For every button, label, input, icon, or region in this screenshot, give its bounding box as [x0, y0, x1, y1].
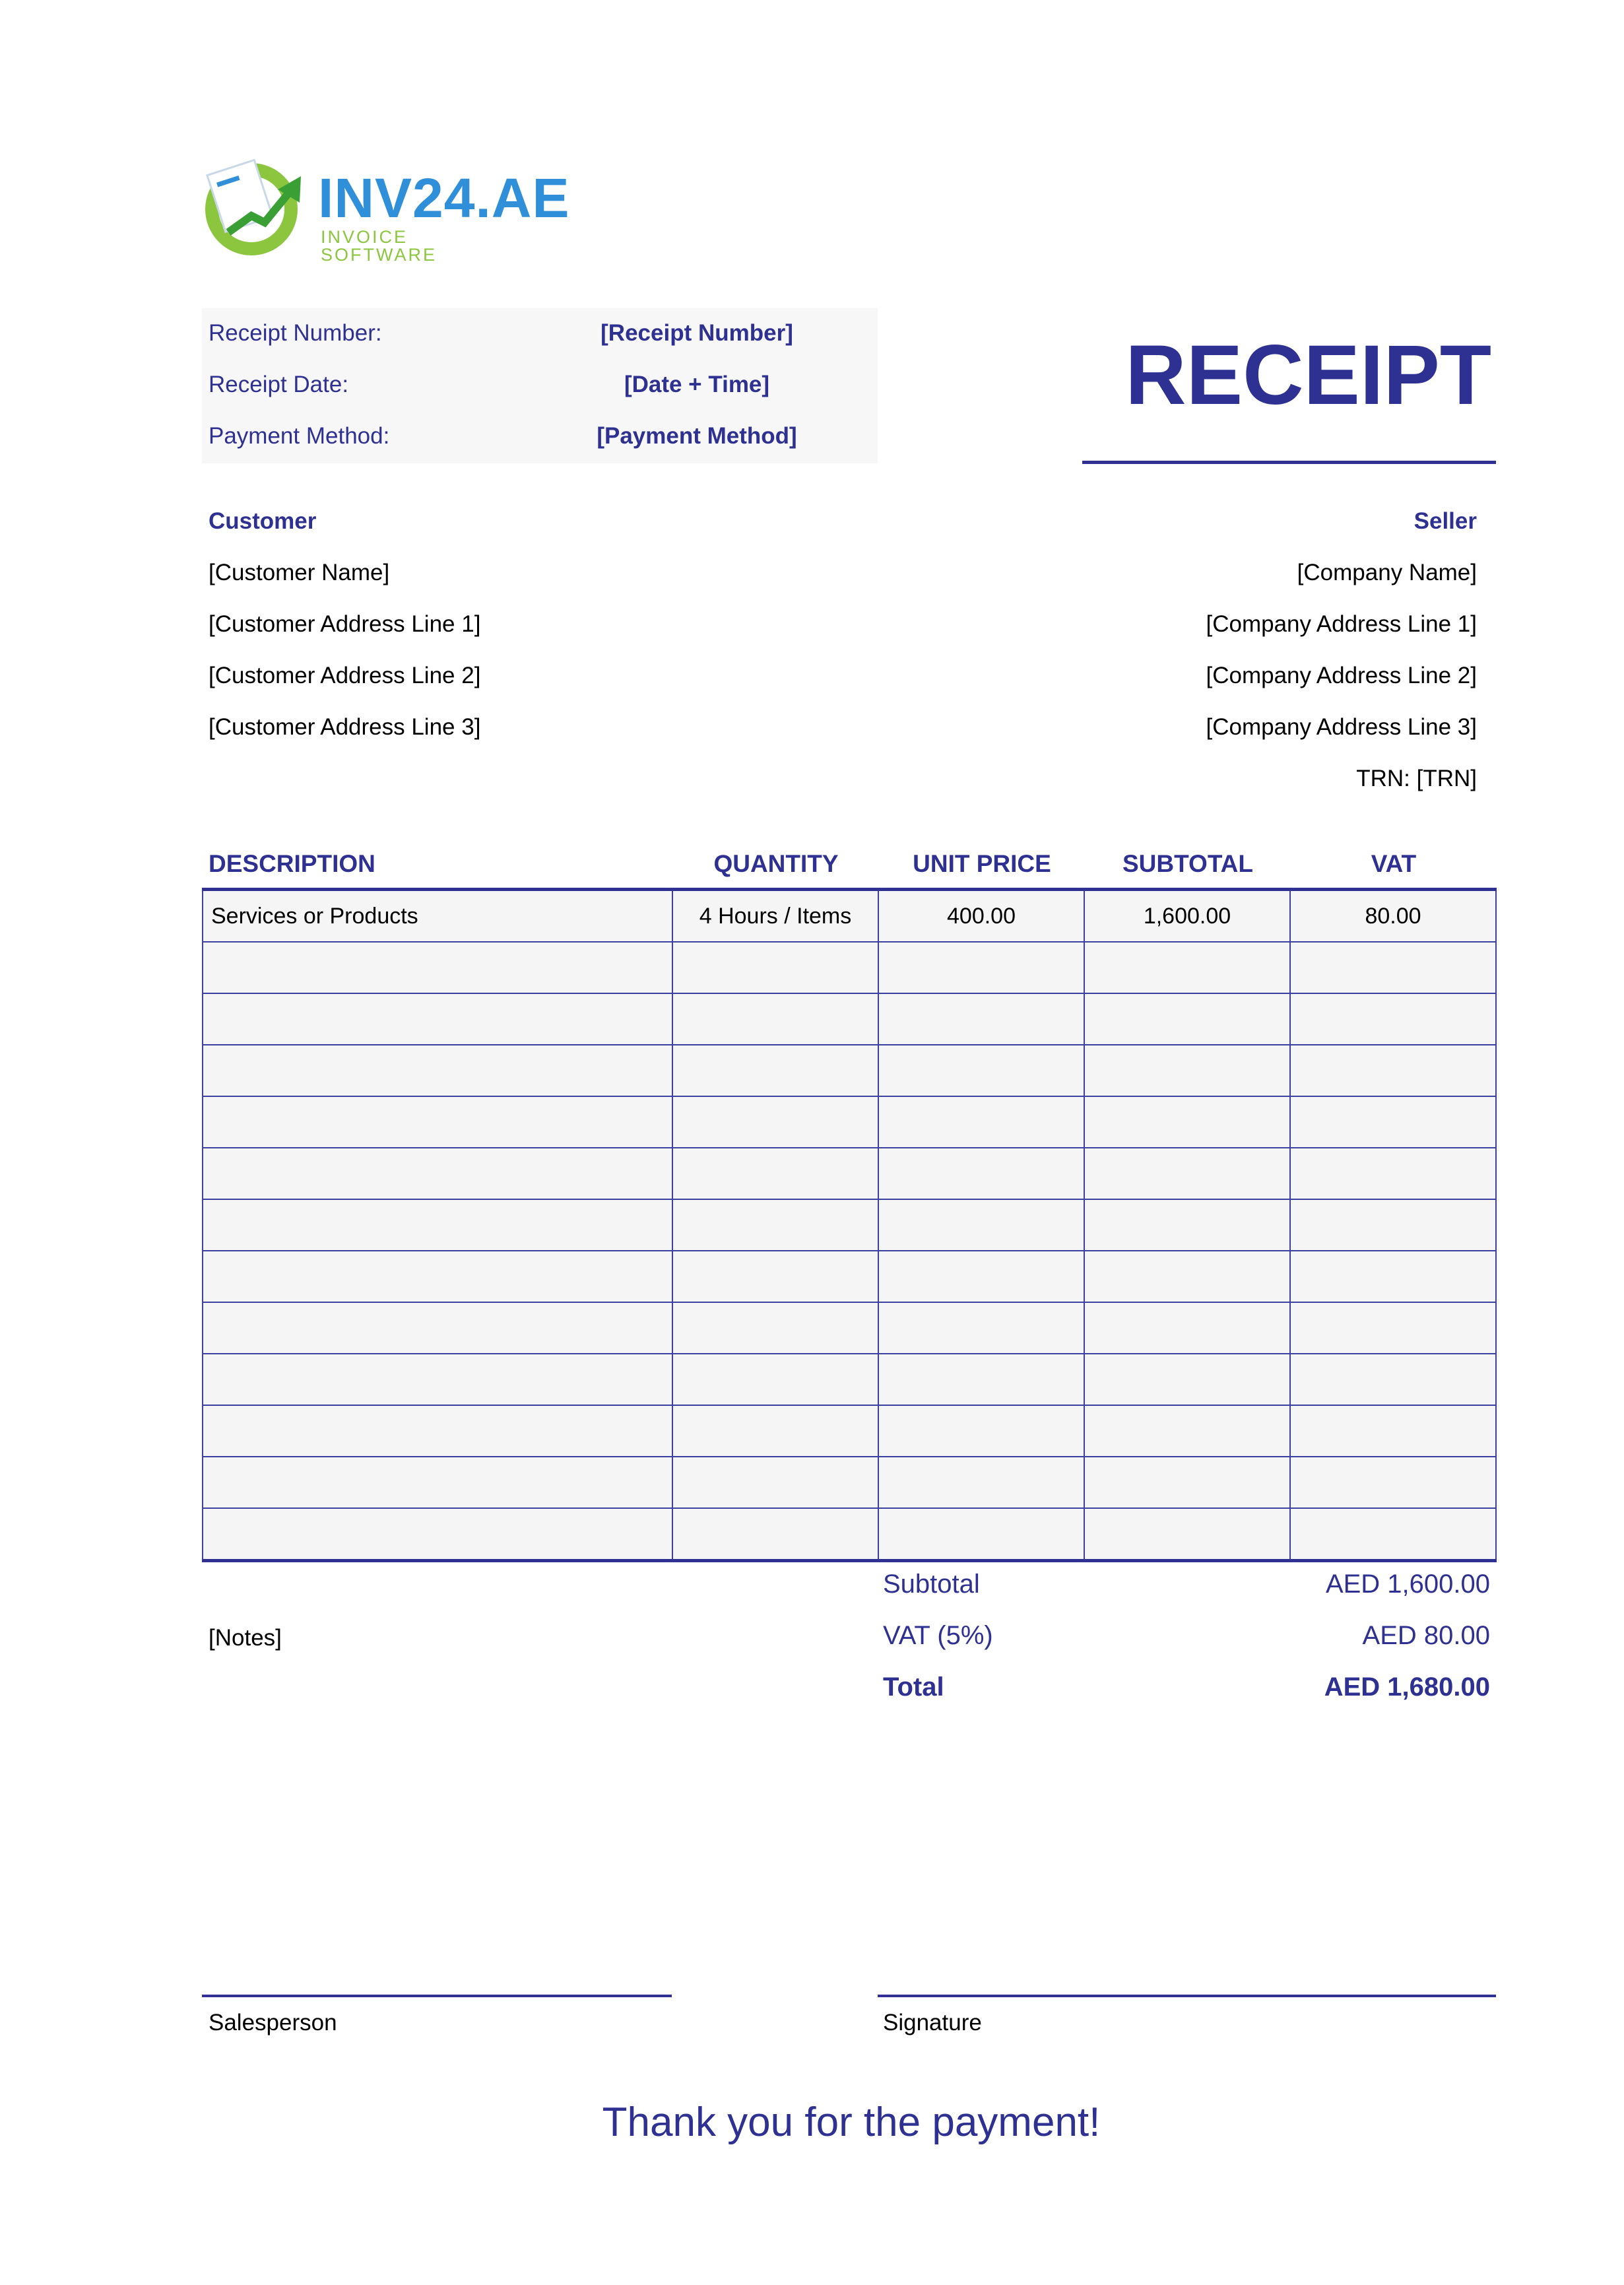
column-header-description: DESCRIPTION	[209, 850, 375, 877]
title-underline	[1082, 461, 1496, 464]
cell-unit-price	[878, 1457, 1084, 1508]
cell-description	[203, 1148, 672, 1199]
receipt-number-label: Receipt Number:	[209, 320, 382, 346]
salesperson-label: Salesperson	[209, 2010, 337, 2036]
receipt-number-value: [Receipt Number]	[601, 320, 793, 346]
logo-brand-text: INV24.AE	[318, 167, 570, 229]
document-title: RECEIPT	[1125, 328, 1491, 422]
cell-quantity: 4 Hours / Items	[672, 890, 878, 943]
signature-line	[878, 1995, 1496, 1997]
column-header-vat: VAT	[1371, 850, 1417, 877]
table-row	[203, 1199, 1496, 1251]
customer-name: [Customer Name]	[209, 560, 390, 585]
cell-unit-price	[878, 1199, 1084, 1251]
cell-quantity	[672, 1302, 878, 1354]
payment-method-value: [Payment Method]	[597, 423, 797, 449]
cell-vat	[1290, 1096, 1496, 1148]
cell-vat	[1290, 1508, 1496, 1561]
items-table	[202, 888, 1497, 1562]
cell-subtotal	[1084, 1508, 1290, 1561]
cell-description	[203, 1457, 672, 1508]
column-header-quantity: QUANTITY	[713, 850, 839, 877]
signature-label: Signature	[883, 2010, 982, 2036]
cell-unit-price: 400.00	[878, 890, 1084, 943]
cell-description	[203, 942, 672, 993]
cell-unit-price	[878, 1251, 1084, 1302]
cell-quantity	[672, 1405, 878, 1457]
cell-vat	[1290, 1045, 1496, 1096]
cell-description	[203, 1405, 672, 1457]
table-row	[203, 993, 1496, 1045]
cell-quantity	[672, 1199, 878, 1251]
customer-address-line-1: [Customer Address Line 1]	[209, 611, 481, 637]
cell-unit-price	[878, 1148, 1084, 1199]
cell-unit-price	[878, 1096, 1084, 1148]
cell-subtotal: 1,600.00	[1084, 890, 1290, 943]
vat-label: VAT (5%)	[883, 1621, 993, 1650]
cell-quantity	[672, 1096, 878, 1148]
table-row	[203, 1251, 1496, 1302]
company-address-line-3: [Company Address Line 3]	[1206, 714, 1477, 740]
cell-quantity	[672, 1457, 878, 1508]
table-row	[203, 1508, 1496, 1561]
customer-address-line-3: [Customer Address Line 3]	[209, 714, 481, 740]
cell-subtotal	[1084, 1354, 1290, 1405]
table-row	[203, 1148, 1496, 1199]
cell-subtotal	[1084, 1251, 1290, 1302]
chart-arrow-logo-icon	[202, 153, 308, 259]
cell-unit-price	[878, 942, 1084, 993]
cell-vat	[1290, 942, 1496, 993]
cell-quantity	[672, 1508, 878, 1561]
cell-description	[203, 1199, 672, 1251]
cell-description: Services or Products	[203, 890, 672, 943]
total-label: Total	[883, 1672, 944, 1702]
cell-subtotal	[1084, 1302, 1290, 1354]
column-header-unit-price: UNIT PRICE	[913, 850, 1051, 877]
cell-vat	[1290, 1354, 1496, 1405]
company-address-line-1: [Company Address Line 1]	[1206, 611, 1477, 637]
cell-subtotal	[1084, 942, 1290, 993]
customer-heading: Customer	[209, 508, 317, 534]
cell-quantity	[672, 993, 878, 1045]
cell-subtotal	[1084, 1199, 1290, 1251]
cell-subtotal	[1084, 1045, 1290, 1096]
cell-description	[203, 1302, 672, 1354]
cell-unit-price	[878, 1508, 1084, 1561]
cell-description	[203, 1045, 672, 1096]
cell-vat	[1290, 1457, 1496, 1508]
column-header-subtotal: SUBTOTAL	[1122, 850, 1253, 877]
notes: [Notes]	[209, 1625, 282, 1651]
cell-vat	[1290, 1251, 1496, 1302]
cell-description	[203, 1096, 672, 1148]
logo-tagline: INVOICE SOFTWARE	[321, 227, 437, 265]
payment-method-label: Payment Method:	[209, 423, 390, 449]
cell-vat	[1290, 1405, 1496, 1457]
cell-quantity	[672, 942, 878, 993]
table-row	[203, 890, 1496, 943]
cell-unit-price	[878, 1405, 1084, 1457]
company-name: [Company Name]	[1297, 560, 1477, 585]
company-address-line-2: [Company Address Line 2]	[1206, 663, 1477, 688]
table-row	[203, 1405, 1496, 1457]
salesperson-line	[202, 1995, 672, 1997]
receipt-date-label: Receipt Date:	[209, 372, 349, 397]
table-row	[203, 1096, 1496, 1148]
cell-subtotal	[1084, 1405, 1290, 1457]
seller-heading: Seller	[1413, 508, 1477, 534]
cell-quantity	[672, 1354, 878, 1405]
table-row	[203, 1302, 1496, 1354]
cell-unit-price	[878, 993, 1084, 1045]
cell-quantity	[672, 1251, 878, 1302]
cell-subtotal	[1084, 1148, 1290, 1199]
cell-quantity	[672, 1148, 878, 1199]
cell-vat	[1290, 993, 1496, 1045]
table-row	[203, 1354, 1496, 1405]
vat-value: AED 80.00	[1362, 1621, 1490, 1650]
receipt-date-value: [Date + Time]	[624, 372, 770, 397]
cell-quantity	[672, 1045, 878, 1096]
company-trn: TRN: [TRN]	[1356, 766, 1477, 791]
table-row	[203, 1045, 1496, 1096]
table-row	[203, 942, 1496, 993]
cell-subtotal	[1084, 993, 1290, 1045]
cell-description	[203, 1354, 672, 1405]
subtotal-value: AED 1,600.00	[1325, 1570, 1490, 1599]
cell-vat	[1290, 1148, 1496, 1199]
subtotal-label: Subtotal	[883, 1570, 980, 1599]
customer-address-line-2: [Customer Address Line 2]	[209, 663, 481, 688]
cell-unit-price	[878, 1045, 1084, 1096]
receipt-info-box	[202, 308, 878, 463]
cell-subtotal	[1084, 1096, 1290, 1148]
cell-unit-price	[878, 1302, 1084, 1354]
company-logo	[202, 153, 570, 265]
cell-description	[203, 1508, 672, 1561]
cell-description	[203, 993, 672, 1045]
cell-description	[203, 1251, 672, 1302]
total-value: AED 1,680.00	[1324, 1672, 1490, 1702]
cell-vat	[1290, 1302, 1496, 1354]
cell-vat: 80.00	[1290, 890, 1496, 943]
cell-unit-price	[878, 1354, 1084, 1405]
table-row	[203, 1457, 1496, 1508]
cell-subtotal	[1084, 1457, 1290, 1508]
thank-you-message: Thank you for the payment!	[602, 2100, 1101, 2145]
cell-vat	[1290, 1199, 1496, 1251]
